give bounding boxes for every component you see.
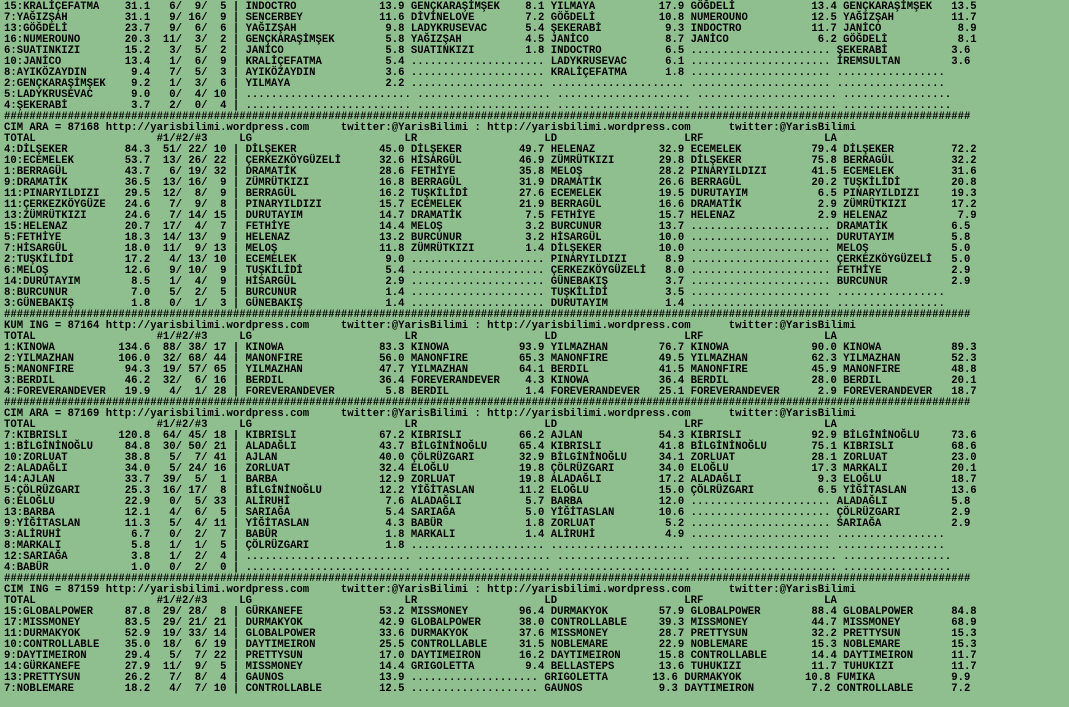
result-row: 8:AYIKÖZAYDIN 9.4 7/ 5/ 3 | AYIKÖZAYDIN 3.6 ..................... KRALİÇEFATMA 1.8 ...................... ................. xyxy=(4,67,945,79)
result-row: 10:ZORLUAT 38.8 5/ 7/ 41 | AJLAN 40.0 ÇÖLRÜZGARI 32.9 BİLGİNİNOĞLU 34.1 ZORLUAT 28.1 ZORLUAT 23.0 xyxy=(4,452,977,464)
result-row: 1:KINOWA 134.6 88/ 38/ 17 | KINOWA 83.3 KINOWA 93.9 YILMAZHAN 76.7 KINOWA 90.0 KINOWA 89.3 xyxy=(4,342,977,354)
result-row: 13:PRETTYSUN 26.2 7/ 8/ 4 | GAUNOS 13.9 .................... GRIGOLETTA 13.6 DURMAKYOK 10.8 FUMIKA 9.9 xyxy=(4,672,971,684)
result-row: 2:YILMAZHAN 106.0 32/ 68/ 44 | MANONFIRE 56.0 MANONFIRE 65.3 MANONFIRE 49.5 YILMAZHAN 62.3 YILMAZHAN 52.3 xyxy=(4,353,977,365)
result-row: 6:MELOŞ 12.6 9/ 10/ 9 | TUŞKİLİDİ 5.4 ..................... ÇERKEZKÖYGÜZELİ 8.0 ...................... FETHİYE 2.9 xyxy=(4,265,971,277)
result-row: 12:SARIAĞA 3.8 1/ 2/ 4 | .......................... ..................... ..................... ...................... ................. xyxy=(4,551,952,563)
result-row: 4:DİLŞEKER 84.3 51/ 22/ 10 | DİLŞEKER 45.0 DİLŞEKER 49.7 HELENAZ 32.9 ECEMELEK 79.4 DİLŞEKER 72.2 xyxy=(4,144,977,156)
result-row: 10:JANİCO 13.4 1/ 6/ 9 | KRALİÇEFATMA 5.4 ..................... LADYKRUSEVAC 6.1 ...................... İREMSULTAN 3.6 xyxy=(4,56,971,68)
separator-line: ######################################################################################################################################################## xyxy=(4,111,971,123)
result-row: 7:NOBLEMARE 18.2 4/ 7/ 10 | CONTROLLABLE 12.5 .................... GAUNOS 9.3 DAYTIMEIRON 7.2 CONTROLLABLE 7.2 xyxy=(4,683,971,695)
result-row: 9:DRAMATİK 36.5 13/ 16/ 9 | ZÜMRÜTKIZI 16.8 BERRAGÜL 31.9 DRAMATİK 26.6 BERRAGÜL 20.2 TUŞKİLİDİ 20.8 xyxy=(4,177,977,189)
result-row: 3:GÜNEBAKIŞ 1.8 0/ 1/ 3 | GÜNEBAKIŞ 1.4 ..................... DURUTAYIM 1.4 ...................... ................. xyxy=(4,298,945,310)
result-row: 4:FOREVERANDEVER 19.9 4/ 1/ 28 | FOREVERANDEVER 5.8 BERDIL 1.4 FOREVERANDEVER 25.1 FOREVERANDEVER 2.9 FOREVERANDEVER 18.7 xyxy=(4,386,977,398)
result-row: 11:ÇERKEZKÖYGÜZE 24.6 7/ 9/ 8 | PINARYILDIZI 15.7 ECEMELEK 21.9 BERRAGÜL 16.6 DRAMATİK 2.9 ZÜMRÜTKIZI 17.2 xyxy=(4,199,977,211)
result-row: 14:DURUTAYIM 8.5 1/ 4/ 9 | HİSARGÜL 2.9 ..................... GÜNEBAKIŞ 3.7 ...................... BURCUNUR 2.9 xyxy=(4,276,971,288)
result-row: 15:KRALİÇEFATMA 31.1 6/ 9/ 5 | INDOCTRO 13.9 GENÇKARAŞİMŞEK 8.1 YILMAYA 17.9 GÖĞDELİ 13.4 GENÇKARAŞİMŞEK 13.5 xyxy=(4,1,977,13)
result-row: 10:ECEMELEK 53.7 13/ 26/ 22 | ÇERKEZKÖYGÜZELİ 32.6 HİSARGÜL 46.9 ZÜMRÜTKIZI 29.8 DİLŞEKER 75.8 BERRAGÜL 32.2 xyxy=(4,155,977,167)
separator-line: ######################################################################################################################################################## xyxy=(4,397,971,409)
column-header-line: TOTAL #1/#2/#3 LG LR LD LRF LA xyxy=(4,595,837,607)
result-row: 13:ZÜMRÜTKIZI 24.6 7/ 14/ 15 | DURUTAYIM 14.7 DRAMATİK 7.5 FETHİYE 15.7 HELENAZ 2.9 HELENAZ 7.9 xyxy=(4,210,977,222)
result-row: 3:BERDIL 46.2 32/ 6/ 16 | BERDIL 36.4 FOREVERANDEVER 4.3 KINOWA 36.4 BERDIL 28.0 BERDIL 20.1 xyxy=(4,375,977,387)
result-row: 5:FETHİYE 18.3 14/ 13/ 9 | HELENAZ 13.2 BURCUNUR 3.2 HİSARGÜL 10.0 ...................... DURUTAYIM 5.8 xyxy=(4,232,971,244)
result-row: 9:YİĞİTASLAN 11.3 5/ 4/ 11 | YİĞİTASLAN 4.3 BABÜR 1.8 ZORLUAT 5.2 ...................... SARIAĞA 2.9 xyxy=(4,518,971,530)
column-header-line: TOTAL #1/#2/#3 LG LR LD LRF LA xyxy=(4,331,837,343)
result-row: 14:GÜRKANEFE 27.9 11/ 9/ 5 | MISSMONEY 14.4 GRIGOLETTA 9.4 BELLASTEPS 13.6 TUHUKIZI 11.7 TUHUKIZI 11.7 xyxy=(4,661,977,673)
result-row: 5:LADYKRUSEVAC 9.0 0/ 4/ 10 | .......................... ..................... ..................... ...................... ................. xyxy=(4,89,952,101)
result-row: 13:BARBA 12.1 4/ 6/ 5 | SARIAĞA 5.4 SARIAĞA 5.0 YİĞİTASLAN 10.6 ...................... ÇÖLRÜZGARI 2.9 xyxy=(4,507,971,519)
result-row: 17:MISSMONEY 83.5 29/ 21/ 21 | DURMAKYOK 42.9 GLOBALPOWER 38.0 CONTROLLABLE 39.3 MISSMONEY 44.7 MISSMONEY 68.9 xyxy=(4,617,977,629)
separator-line: ######################################################################################################################################################## xyxy=(4,309,971,321)
race-header-line: KUM ING = 87164 http://yarisbilimi.wordpress.com twitter:@YarisBilimi : http://yarisbilimi.wordpress.com twitter:@YarisBilimi xyxy=(4,320,856,332)
separator-line: ######################################################################################################################################################## xyxy=(4,573,971,585)
result-row: 5:ÇÖLRÜZGARI 25.3 16/ 17/ 8 | BİLGİNİNOĞLU 12.2 YİĞİTASLAN 11.2 ELOĞLU 15.0 ÇÖLRÜZGARI 6.5 YİĞİTASLAN 13.6 xyxy=(4,485,977,497)
result-row: 1:BERRAGÜL 43.7 6/ 19/ 32 | DRAMATİK 28.6 FETHİYE 35.8 MELOŞ 28.2 PINARYILDIZI 41.5 ECEMELEK 31.6 xyxy=(4,166,977,178)
results-text-block xyxy=(4,2,977,695)
result-row: 6:ELOĞLU 22.9 0/ 5/ 33 | ALİRUHİ 7.6 ALADAĞLI 5.7 BARBA 12.0 ...................... ALADAĞLI 5.8 xyxy=(4,496,971,508)
result-row: 15:GLOBALPOWER 87.8 29/ 28/ 8 | GÜRKANEFE 53.2 MISSMONEY 96.4 DURMAKYOK 57.9 GLOBALPOWER 88.4 GLOBALPOWER 84.8 xyxy=(4,606,977,618)
result-row: 2:GENÇKARAŞİMŞEK 9.2 1/ 3/ 6 | YILMAYA 2.2 ..................... ..................... ...................... ................. xyxy=(4,78,945,90)
result-row: 16:NUMEROUNO 20.3 11/ 3/ 2 | GENÇKARAŞİMŞEK 5.8 YAĞIZŞAH 4.5 JANİCO 8.7 JANİCO 6.2 GÖĞDELİ 8.1 xyxy=(4,34,977,46)
result-row: 11:PINARYILDIZI 29.5 12/ 8/ 9 | BERRAGÜL 16.2 TUŞKİLİDİ 27.6 ECEMELEK 19.5 DURUTAYIM 6.5 PINARYILDIZI 19.3 xyxy=(4,188,977,200)
result-row: 9:DAYTIMEIRON 29.4 5/ 7/ 22 | PRETTYSUN 17.0 DAYTIMEIRON 16.2 DAYTIMEIRON 15.8 CONTROLLABLE 14.4 DAYTIMEIRON 11.7 xyxy=(4,650,977,662)
result-row: 4:BABÜR 1.0 0/ 2/ 0 | .......................... ..................... ..................... ...................... ................. xyxy=(4,562,952,574)
race-header-line: CIM ARA = 87168 http://yarisbilimi.wordpress.com twitter:@YarisBilimi : http://yarisbilimi.wordpress.com twitter:@YarisBilimi xyxy=(4,122,856,134)
result-row: 7:YAĞIZŞAH 31.1 9/ 16/ 9 | SENCERBEY 11.6 DİVİNELOVE 7.2 GÖĞDELİ 10.8 NUMEROUNO 12.5 YAĞIZŞAH 11.7 xyxy=(4,12,977,24)
result-row: 8:MARKALI 5.8 1/ 1/ 5 | ÇÖLRÜZGARI 1.8 ..................... ..................... ...................... ................. xyxy=(4,540,945,552)
result-row: 10:CONTROLLABLE 35.0 18/ 6/ 19 | DAYTIMEIRON 25.5 CONTROLLABLE 31.5 NOBLEMARE 22.9 NOBLEMARE 15.3 NOBLEMARE 15.3 xyxy=(4,639,977,651)
result-row: 3:ALİRUHİ 6.7 0/ 2/ 7 | BABÜR 1.8 MARKALI 1.4 ALİRUHİ 4.9 ...................... ................. xyxy=(4,529,945,541)
result-row: 13:GÖĞDELİ 23.7 9/ 6/ 6 | YAĞIZŞAH 9.8 LADYKRUSEVAC 5.4 ŞEKERABİ 9.3 INDOCTRO 11.7 JANİCO 8.9 xyxy=(4,23,977,35)
result-row: 2:TUŞKİLİDİ 17.2 4/ 13/ 10 | ECEMELEK 9.0 ..................... PINARYILDIZI 8.9 ...................... ÇERKEZKÖYGÜZELİ 5.0 xyxy=(4,254,971,266)
column-header-line: TOTAL #1/#2/#3 LG LR LD LRF LA xyxy=(4,419,837,431)
result-row: 6:SUATINKIZI 15.2 3/ 5/ 2 | JANİCO 5.8 SUATINKIZI 1.8 INDOCTRO 6.5 ...................... ŞEKERABİ 3.6 xyxy=(4,45,971,57)
column-header-line: TOTAL #1/#2/#3 LG LR LD LRF LA xyxy=(4,133,837,145)
result-row: 7:KIBRISLI 120.8 64/ 45/ 18 | KIBRISLI 67.2 KIBRISLI 66.2 AJLAN 54.3 KIBRISLI 92.9 BİLGİNİNOĞLU 73.6 xyxy=(4,430,977,442)
result-row: 8:BURCUNUR 7.0 5/ 2/ 5 | BURCUNUR 1.4 ..................... TUŞKİLİDİ 3.5 ...................... ................. xyxy=(4,287,945,299)
result-row: 7:HİSARGÜL 18.0 11/ 9/ 13 | MELOŞ 11.8 ZÜMRÜTKIZI 1.4 DİLŞEKER 10.0 ...................... MELOŞ 5.0 xyxy=(4,243,971,255)
race-header-line: CIM ARA = 87169 http://yarisbilimi.wordpress.com twitter:@YarisBilimi : http://yarisbilimi.wordpress.com twitter:@YarisBilimi xyxy=(4,408,856,420)
race-header-line: CIM ING = 87159 http://yarisbilimi.wordpress.com twitter:@YarisBilimi : http://yarisbilimi.wordpress.com twitter:@YarisBilimi xyxy=(4,584,856,596)
result-row: 15:HELENAZ 20.7 17/ 4/ 7 | FETHİYE 14.4 MELOŞ 3.2 BURCUNUR 13.7 ...................... DRAMATİK 6.5 xyxy=(4,221,971,233)
result-row: 14:AJLAN 33.7 39/ 5/ 1 | BARBA 12.9 ZORLUAT 19.8 ALADAĞLI 17.2 ALADAĞLI 9.3 ELOĞLU 18.7 xyxy=(4,474,977,486)
result-row: 1:BİLGİNİNOĞLU 84.8 30/ 50/ 21 | ALADAĞLI 43.7 BİLGİNİNOĞLU 65.4 KIBRISLI 41.8 BİLGİNİNOĞLU 75.1 KIBRISLI 68.6 xyxy=(4,441,977,453)
result-row: 5:MANONFIRE 94.3 19/ 57/ 65 | YILMAZHAN 47.7 YILMAZHAN 64.1 BERDIL 41.5 MANONFIRE 45.9 MANONFIRE 48.8 xyxy=(4,364,977,376)
result-row: 11:DURMAKYOK 52.9 19/ 33/ 14 | GLOBALPOWER 33.6 DURMAKYOK 37.6 MISSMONEY 28.7 PRETTYSUN 32.2 PRETTYSUN 15.3 xyxy=(4,628,977,640)
result-row: 2:ALADAĞLI 34.0 5/ 24/ 16 | ZORLUAT 32.4 ELOĞLU 19.8 ÇÖLRÜZGARI 34.0 ELOĞLU 17.3 MARKALI 20.1 xyxy=(4,463,977,475)
result-row: 4:ŞEKERABİ 3.7 2/ 0/ 4 | .......................... ..................... ..................... ...................... ................. xyxy=(4,100,952,112)
